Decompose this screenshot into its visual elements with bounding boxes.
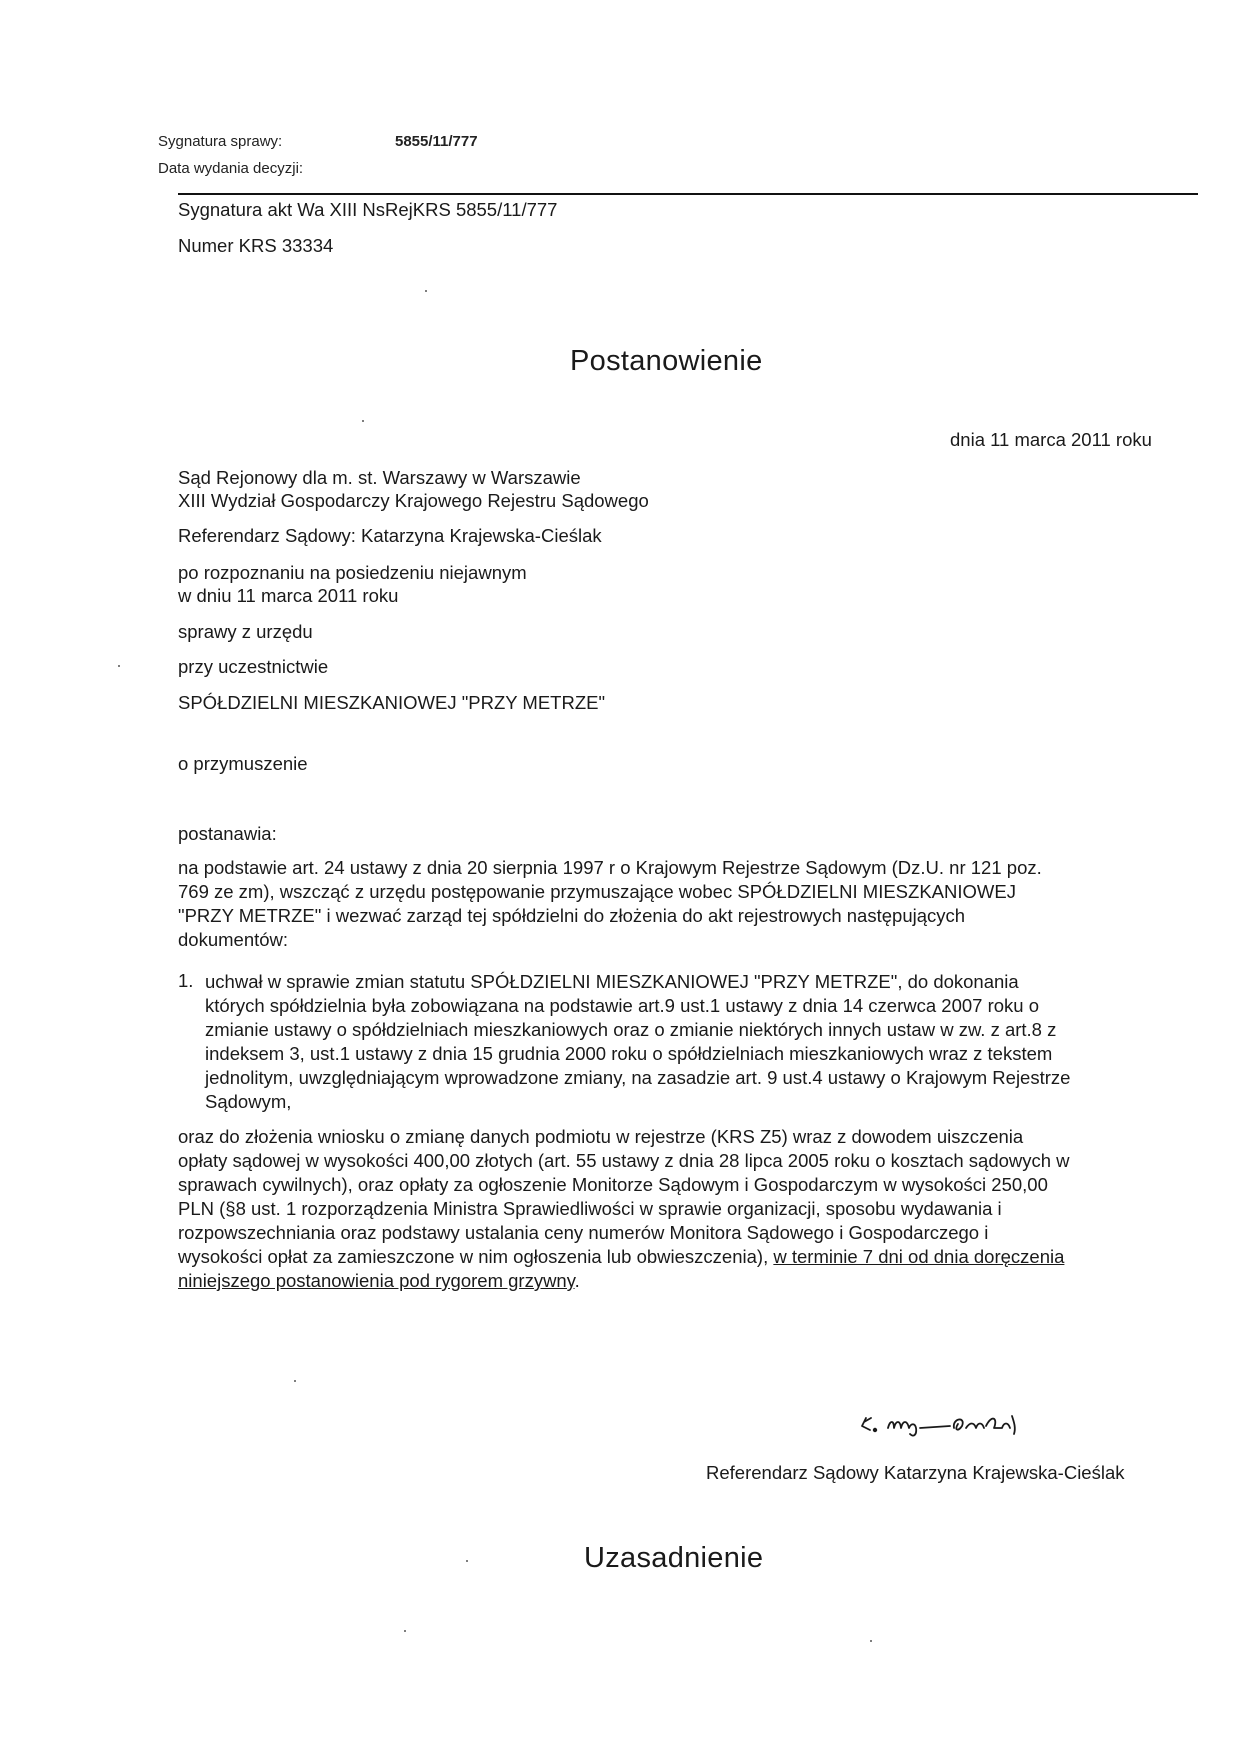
item-number: 1. <box>178 970 194 991</box>
item-line: jednolitym, uwzględniającym wprowadzone zmiany, na zasadzie art. 9 ust.4 ustawy o Krajowym Rejestrze <box>205 1067 1071 1088</box>
scan-speck <box>870 1640 872 1642</box>
scan-speck <box>404 1630 406 1632</box>
item-line: indeksem 3, ust.1 ustawy z dnia 15 grudnia 2000 roku o spółdzielniach mieszkaniowych wraz z tekstem <box>205 1043 1053 1064</box>
header-rule <box>178 193 1198 195</box>
decides-heading: postanawia: <box>178 823 277 844</box>
krs-number: Numer KRS 33334 <box>178 235 334 256</box>
intro-paragraph <box>178 856 1188 952</box>
reasoning-title: Uzasadnienie <box>584 1542 764 1574</box>
penalty-underlined: niniejszego postanowienia pod rygorem grzywny <box>178 1270 575 1291</box>
document-date: dnia 11 marca 2011 roku <box>950 429 1152 450</box>
closing-line: oraz do złożenia wniosku o zmianę danych podmiotu w rejestrze (KRS Z5) wraz z dowodem uiszczenia <box>178 1126 1024 1147</box>
scan-speck <box>362 420 364 422</box>
hearing-line-1: po rozpoznaniu na posiedzeniu niejawnym <box>178 562 527 583</box>
document-title: Postanowienie <box>570 345 763 377</box>
intro-line: "PRZY METRZE" i wezwać zarząd tej spółdzielni do złożenia do akt rejestrowych następujących <box>178 905 966 926</box>
closing-line-6-text: wysokości opłat za zamieszczone w nim ogłoszenia lub obwieszczenia), <box>178 1246 774 1267</box>
scan-speck <box>294 1380 296 1382</box>
item-line: których spółdzielnia była zobowiązana na podstawie art.9 ust.1 ustawy z dnia 14 czerwca 2007 roku o <box>205 995 1039 1016</box>
court-name: Sąd Rejonowy dla m. st. Warszawy w Warszawie <box>178 467 581 488</box>
item-line: Sądowym, <box>205 1091 292 1112</box>
item-1-text <box>205 970 1185 1114</box>
closing-paragraph <box>178 1125 1188 1293</box>
closing-line: PLN (§8 ust. 1 rozporządzenia Ministra Sprawiedliwości w sprawie organizacji, sposobu wydawania i <box>178 1198 1002 1219</box>
closing-line-7 <box>178 1269 1188 1293</box>
referendary: Referendarz Sądowy: Katarzyna Krajewska-Cieślak <box>178 525 602 546</box>
case-signature-label: Sygnatura sprawy: <box>158 133 283 150</box>
scan-speck <box>466 1560 468 1562</box>
item-line: zmianie ustawy o spółdzielniach mieszkaniowych oraz o zmianie niektórych innych ustaw w zw. z art.8 z <box>205 1019 1057 1040</box>
closing-period: . <box>574 1270 580 1291</box>
case-subject: o przymuszenie <box>178 753 308 774</box>
participation: przy uczestnictwie <box>178 656 329 677</box>
item-line: uchwał w sprawie zmian statutu SPÓŁDZIELNI MIESZKANIOWEJ "PRZY METRZE", do dokonania <box>205 971 1019 992</box>
scan-speck <box>425 290 427 292</box>
participant-name: SPÓŁDZIELNI MIESZKANIOWEJ "PRZY METRZE" <box>178 692 606 713</box>
intro-line: dokumentów: <box>178 929 289 950</box>
signatory-name: Referendarz Sądowy Katarzyna Krajewska-Cieślak <box>706 1462 1125 1483</box>
deadline-underlined: w terminie 7 dni od dnia doręczenia <box>773 1246 1065 1267</box>
case-signature-value: 5855/11/777 <box>395 133 478 150</box>
hearing-line-2: w dniu 11 marca 2011 roku <box>178 585 399 606</box>
court-division: XIII Wydział Gospodarczy Krajowego Rejestru Sądowego <box>178 490 649 511</box>
closing-line-6 <box>178 1245 1188 1269</box>
decision-date-label: Data wydania decyzji: <box>158 160 304 177</box>
intro-line: na podstawie art. 24 ustawy z dnia 20 sierpnia 1997 r o Krajowym Rejestrze Sądowym (Dz.U. nr 121 poz. <box>178 857 1042 878</box>
closing-line: rozpowszechniania oraz podstawy ustalania ceny numerów Monitora Sądowego i Gospodarczego i <box>178 1222 989 1243</box>
file-signature: Sygnatura akt Wa XIII NsRejKRS 5855/11/777 <box>178 199 558 220</box>
case-type: sprawy z urzędu <box>178 621 313 642</box>
handwritten-signature <box>858 1398 1118 1448</box>
closing-line: opłaty sądowej w wysokości 400,00 złotych (art. 55 ustawy z dnia 28 lipca 2005 roku o kosztach sądowych w <box>178 1150 1070 1171</box>
scan-speck <box>118 665 120 667</box>
intro-line: 769 ze zm), wszcząć z urzędu postępowanie przymuszające wobec SPÓŁDZIELNI MIESZKANIOWEJ <box>178 881 1016 902</box>
closing-line: sprawach cywilnych), oraz opłaty za ogłoszenie Monitorze Sądowym i Gospodarczym w wysokości 250,00 <box>178 1174 1048 1195</box>
